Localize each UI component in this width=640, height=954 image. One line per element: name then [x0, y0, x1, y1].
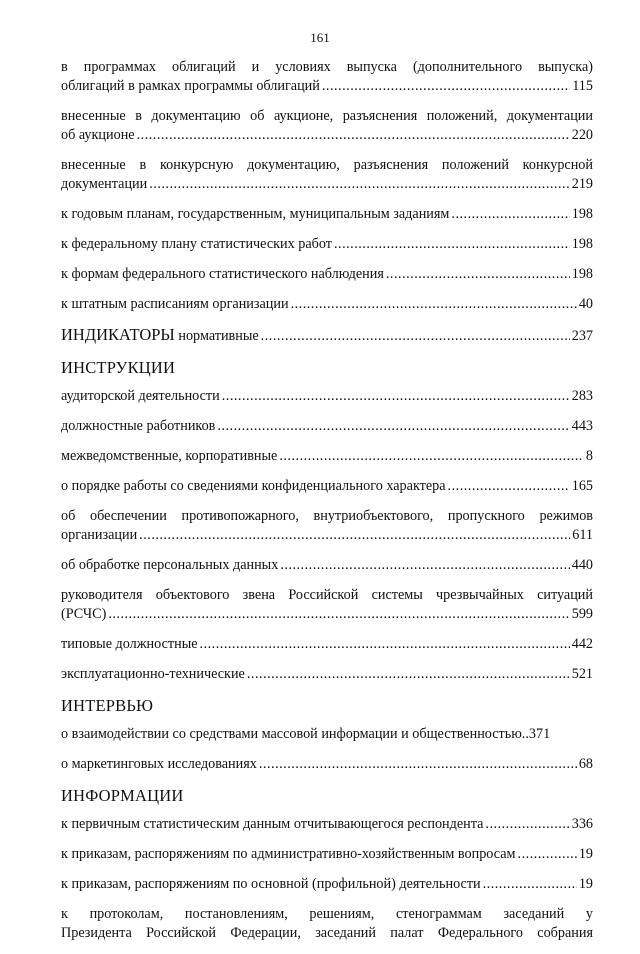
entry-line: типовые должностные	[61, 636, 198, 652]
entry-line: документации	[61, 176, 148, 192]
section-heading: ИНСТРУКЦИИ	[61, 358, 176, 377]
index-entry	[61, 107, 593, 145]
section-heading: ИНТЕРВЬЮ	[61, 696, 154, 715]
dot-leader	[518, 845, 577, 864]
entry-line: к федеральному плану статистических работ	[61, 236, 332, 252]
dot-leader	[222, 387, 570, 406]
dot-leader	[334, 235, 570, 254]
entry-line: аудиторской деятельности	[61, 388, 220, 404]
page-number: 161	[310, 30, 330, 45]
index-entry	[61, 447, 593, 466]
index-entries	[61, 58, 593, 954]
entry-line: нормативные	[174, 328, 259, 344]
entry-page: 115	[572, 78, 593, 94]
entry-page: 442	[571, 636, 593, 652]
dot-leader	[386, 265, 570, 284]
dot-leader	[280, 556, 569, 575]
dot-leader	[448, 477, 570, 496]
dot-leader	[149, 175, 569, 194]
entry-page: 237	[571, 328, 593, 344]
entry-line: должностные работников	[61, 418, 216, 434]
dot-leader	[485, 815, 569, 834]
dot-leader	[259, 755, 577, 774]
index-entry	[61, 725, 593, 744]
dot-leader	[322, 77, 570, 96]
index-entry	[61, 845, 593, 864]
entry-page: 283	[571, 388, 593, 404]
entry-page: 19	[578, 846, 593, 862]
entry-line: Президента Российской Федерации, заседаний палат Федерального собрания	[61, 925, 593, 941]
entry-line: об аукционе	[61, 127, 135, 143]
entry-page: 165	[571, 478, 593, 494]
dot-leader	[139, 526, 570, 545]
dot-leader	[200, 635, 570, 654]
entry-page: 443	[571, 418, 593, 434]
index-entry	[61, 235, 593, 254]
entry-line: к приказам, распоряжениям по основной (профильной) деятельности	[61, 876, 481, 892]
dot-leader	[261, 327, 570, 346]
index-entry	[61, 417, 593, 436]
index-entry	[61, 477, 593, 496]
index-entry	[61, 265, 593, 284]
entry-line: к протоколам, постановлениям, решениям, стенограммам заседаний у	[61, 906, 593, 922]
dot-leader	[217, 417, 569, 436]
entry-page: 521	[571, 666, 593, 682]
entry-line: межведомственные, корпоративные	[61, 448, 278, 464]
entry-line: о взаимодействии со средствами массовой информации и общественностью..	[61, 726, 529, 742]
entry-line: облигаций в рамках программы облигаций	[61, 78, 320, 94]
entry-line: об обработке персональных данных	[61, 557, 279, 573]
dot-leader	[247, 665, 570, 684]
dot-leader	[108, 605, 569, 624]
dot-leader	[137, 126, 570, 145]
index-entry	[61, 387, 593, 406]
index-entry	[61, 635, 593, 654]
index-entry	[61, 815, 593, 834]
entry-line: к приказам, распоряжениям по административно-хозяйственным вопросам	[61, 846, 516, 862]
entry-page: 371	[528, 726, 551, 742]
entry-line: организации	[61, 527, 138, 543]
dot-leader	[451, 205, 569, 224]
index-entry	[61, 507, 593, 545]
entry-line: о маркетинговых исследованиях	[61, 756, 257, 772]
index-entry-indicators	[61, 325, 593, 346]
entry-line: к формам федерального статистического наблюдения	[61, 266, 384, 282]
entry-page: 198	[571, 236, 593, 252]
entry-line: (РСЧС)	[61, 606, 107, 622]
section-heading: ИНФОРМАЦИИ	[61, 786, 184, 805]
entry-page: 336	[571, 816, 593, 832]
entry-page: 440	[571, 557, 593, 573]
entry-line: внесенные в документацию об аукционе, разъяснения положений, документации	[61, 108, 593, 124]
index-entry	[61, 156, 593, 194]
entry-line: к первичным статистическим данным отчитывающегося респондента	[61, 816, 484, 832]
entry-page: 220	[571, 127, 593, 143]
index-entry	[61, 556, 593, 575]
entry-page: 40	[578, 296, 593, 312]
entry-line: к штатным расписаниям организации	[61, 296, 289, 312]
index-entry	[61, 665, 593, 684]
index-entry	[61, 205, 593, 224]
entry-line: об обеспечении противопожарного, внутриобъектового, пропускного режимов	[61, 508, 593, 524]
entry-page: 19	[578, 876, 593, 892]
entry-page: 198	[571, 206, 593, 222]
index-entry	[61, 755, 593, 774]
index-entry	[61, 295, 593, 314]
heading-caps: ИНДИКАТОРЫ	[61, 325, 175, 344]
index-entry	[61, 58, 593, 96]
entry-page: 219	[571, 176, 593, 192]
entry-page: 198	[571, 266, 593, 282]
entry-line: эксплуатационно-технические	[61, 666, 245, 682]
dot-leader	[279, 447, 584, 466]
index-entry	[61, 875, 593, 894]
entry-page: 611	[572, 527, 593, 543]
entry-page: 599	[571, 606, 593, 622]
entry-line: в программах облигаций и условиях выпуска (дополнительного выпуска)	[61, 59, 593, 75]
entry-page: 8	[585, 448, 593, 464]
entry-page: 68	[578, 756, 593, 772]
index-entry	[61, 905, 593, 943]
index-entry	[61, 586, 593, 624]
entry-line: внесенные в конкурсную документацию, разъяснения положений конкурсной	[61, 157, 593, 173]
entry-line: к годовым планам, государственным, муниципальным заданиям	[61, 206, 450, 222]
entry-line: о порядке работы со сведениями конфиденциального характера	[61, 478, 446, 494]
entry-line: руководителя объектового звена Российской системы чрезвычайных ситуаций	[61, 587, 593, 603]
dot-leader	[483, 875, 577, 894]
dot-leader	[291, 295, 577, 314]
